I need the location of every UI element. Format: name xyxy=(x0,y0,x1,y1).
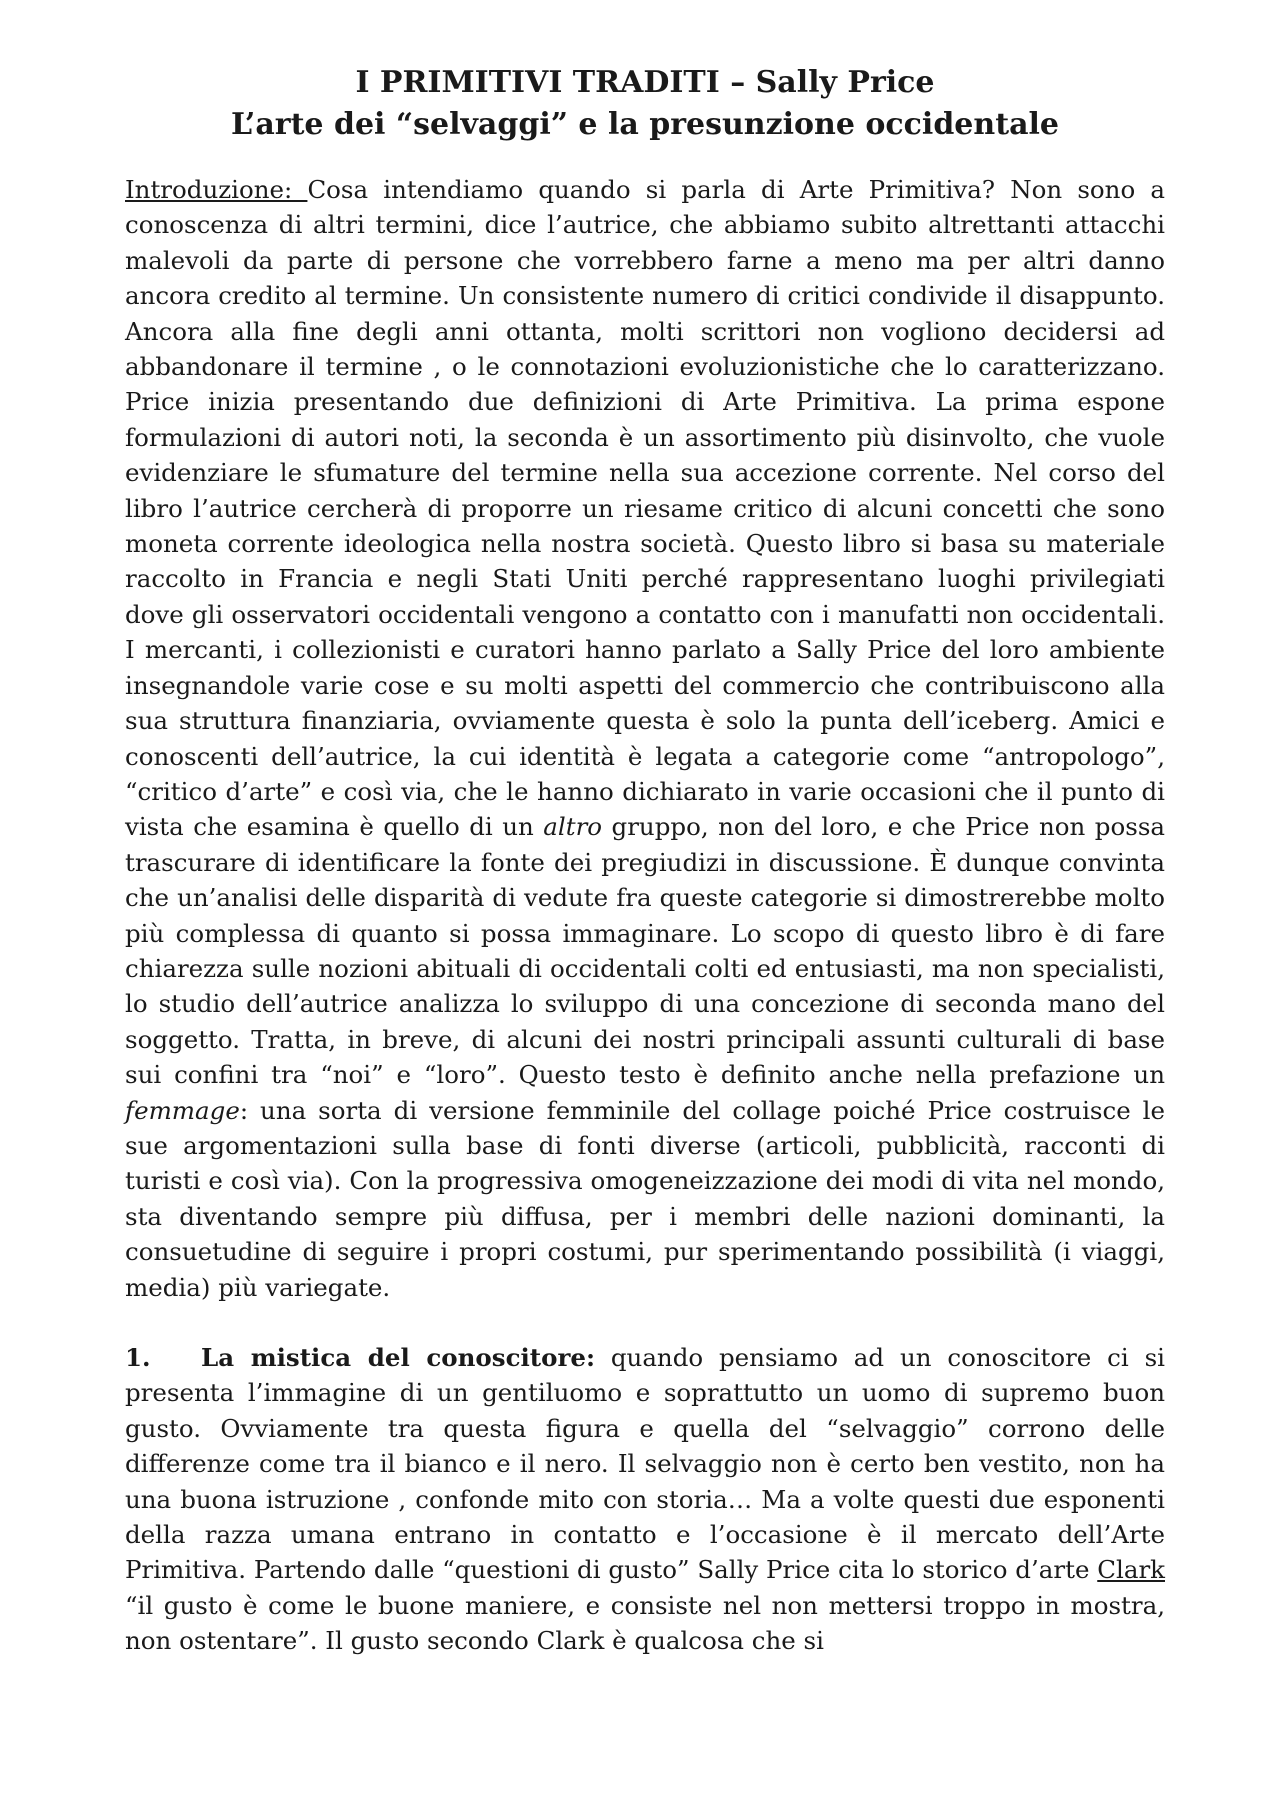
paragraph-gap xyxy=(125,1305,1165,1340)
intro-paragraph xyxy=(125,172,1165,1305)
title-line-2: L’arte dei “selvaggi” e la presunzione occidentale xyxy=(230,107,1059,142)
intro-italic-femmage: femmage xyxy=(125,1095,240,1125)
intro-italic-altro: altro xyxy=(543,812,603,842)
intro-text-c: : una sorta di versione femminile del collage poiché Price costruisce le sue argomentazioni sulla base di fonti diverse (articoli, pubblicità, racconti di turisti e così via). Con la progressiva omogeneizzazione dei modi di vita nel mondo, sta diventando sempre più diffusa, per i membri delle nazioni dominanti, la consuetudine di seguire i propri costumi, pur sperimentando possibilità (i viaggi, media) più variegate. xyxy=(125,1095,1165,1302)
document-page xyxy=(125,62,1165,1659)
section-1-paragraph xyxy=(125,1340,1165,1659)
intro-text-a: Cosa intendiamo quando si parla di Arte Primitiva? Non sono a conoscenza di altri termini, dice l’autrice, che abbiamo subito altrettanti attacchi malevoli da parte di persone che vorrebbero farne a meno ma per altri danno ancora credito al termine. Un consistente numero di critici condivide il disappunto. Ancora alla fine degli anni ottanta, molti scrittori non vogliono decidersi ad abbandonare il termine , o le connotazioni evoluzionistiche che lo caratterizzano. Price inizia presentando due definizioni di Arte Primitiva. La prima espone formulazioni di autori noti, la seconda è un assortimento più disinvolto, che vuole evidenziare le sfumature del termine nella sua accezione corrente. Nel corso del libro l’autrice cercherà di proporre un riesame critico di alcuni concetti che sono moneta corrente ideologica nella nostra società. Questo libro si basa su materiale raccolto in Francia e negli Stati Uniti perché rappresentano luoghi privilegiati dove gli osservatori occidentali vengono a contatto con i manufatti non occidentali. I mercanti, i collezionisti e curatori hanno parlato a Sally Price del loro ambiente insegnandole varie cose e su molti aspetti del commercio che contribuiscono alla sua struttura finanziaria, ovviamente questa è solo la punta dell’iceberg. Amici e conoscenti dell’autrice, la cui identità è legata a categorie come “antropologo”, “critico d’arte” e così via, che le hanno dichiarato in varie occasioni che il punto di vista che esamina è quello di un xyxy=(125,175,1165,842)
intro-label: Introduzione: xyxy=(125,175,308,204)
document-title xyxy=(125,62,1165,146)
section-1-text-a: quando pensiamo ad un conoscitore ci si presenta l’immagine di un gentiluomo e soprattutto un uomo di supremo buon gusto. Ovviamente tra questa figura e quella del “selvaggio” corrono delle differenze come tra il bianco e il nero. Il selvaggio non è certo ben vestito, non ha una buona istruzione , confonde mito con storia… Ma a volte questi due esponenti della razza umana entrano in contatto e l’occasione è il mercato dell’Arte Primitiva. Partendo dalle “questioni di gusto” Sally Price cita lo storico d’arte xyxy=(125,1343,1165,1585)
section-1-number: 1. xyxy=(125,1343,151,1372)
intro-text-b: gruppo, non del loro, e che Price non possa trascurare di identificare la fonte dei pregiudizi in discussione. È dunque convinta che un’analisi delle disparità di vedute fra queste categorie si dimostrerebbe molto più complessa di quanto si possa immaginare. Lo scopo di questo libro è di fare chiarezza sulle nozioni abituali di occidentali colti ed entusiasti, ma non specialisti, lo studio dell’autrice analizza lo sviluppo di una concezione di seconda mano del soggetto. Tratta, in breve, di alcuni dei nostri principali assunti culturali di base sui confini tra “noi” e “loro”. Questo testo è definito anche nella prefazione un xyxy=(125,812,1165,1090)
section-1-text-b: “il gusto è come le buone maniere, e consiste nel non mettersi troppo in mostra, non ostentare”. Il gusto secondo Clark è qualcosa che si xyxy=(125,1590,1165,1656)
clark-reference: Clark xyxy=(1097,1555,1165,1585)
section-1-heading: La mistica del conoscitore: xyxy=(201,1343,595,1372)
title-line-1: I PRIMITIVI TRADITI – Sally Price xyxy=(355,65,935,100)
